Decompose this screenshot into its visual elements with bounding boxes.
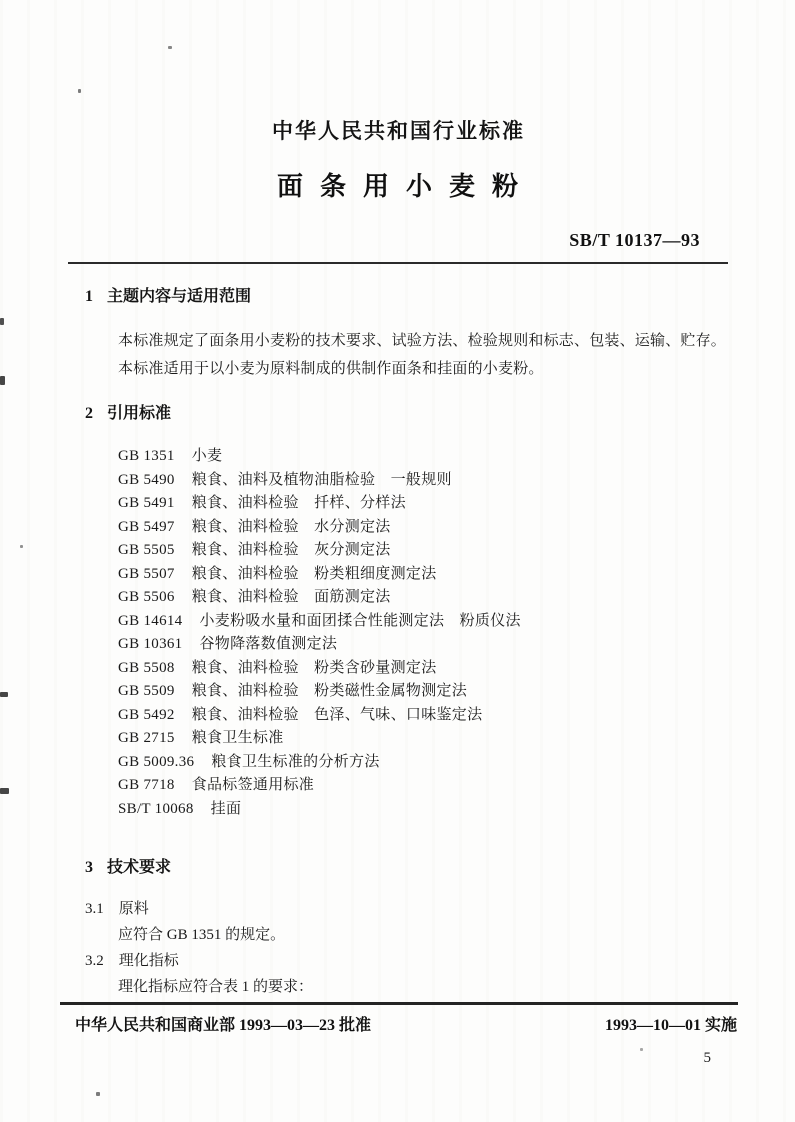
scan-artifact (96, 1092, 100, 1096)
section-title: 主题内容与适用范围 (107, 288, 252, 305)
scan-artifact (0, 788, 9, 794)
scan-artifact (0, 692, 8, 697)
reference-item (118, 704, 795, 728)
reference-item (118, 445, 795, 469)
reference-code: GB 10361 (118, 636, 183, 652)
reference-code: GB 1351 (118, 448, 175, 464)
reference-code: GB 5490 (118, 471, 175, 488)
document-title: 面条用小麦粉 (276, 172, 535, 201)
reference-title: 小麦 (191, 448, 223, 464)
reference-title: 粮食卫生标准 (191, 730, 284, 746)
reference-item (118, 751, 795, 775)
reference-item (118, 680, 795, 704)
reference-code: GB 5491 (118, 495, 175, 511)
subsection-heading (85, 896, 795, 922)
scan-artifact (640, 1048, 643, 1051)
subsection-body: 应符合 GB 1351 的规定。 (118, 927, 286, 943)
reference-title: 谷物降落数值测定法 (199, 636, 338, 652)
section-title: 引用标准 (107, 405, 172, 422)
reference-code: SB/T 10068 (118, 800, 194, 817)
reference-code: GB 5507 (118, 565, 175, 582)
section-number: 3 (85, 859, 93, 876)
reference-code: GB 14614 (118, 612, 183, 629)
reference-item (118, 586, 795, 610)
reference-list (118, 445, 795, 821)
scan-artifact (0, 318, 4, 325)
reference-code: GB 7718 (118, 777, 175, 793)
section-1-heading (85, 287, 795, 307)
reference-title: 粮食、油料检验 水分测定法 (191, 518, 391, 535)
scope-paragraphs (118, 327, 742, 383)
scan-artifact (0, 376, 5, 385)
reference-item (118, 539, 795, 563)
subsection-number: 3.1 (85, 901, 104, 917)
approval-note: 中华人民共和国商业部 1993—03—23 批准 (75, 1017, 372, 1034)
reference-item (118, 563, 795, 587)
reference-title: 小麦粉吸水量和面团揉合性能测定法 粉质仪法 (199, 612, 521, 629)
reference-item (118, 469, 795, 493)
reference-code: GB 5506 (118, 589, 175, 605)
section-number: 1 (85, 288, 93, 305)
reference-code: GB 5009.36 (118, 753, 195, 770)
footer (75, 1016, 737, 1036)
section-number: 2 (85, 405, 93, 422)
scan-artifact (20, 545, 23, 548)
reference-item (118, 798, 795, 822)
scope-paragraph: 本标准适用于以小麦为原料制成的供制作面条和挂面的小麦粉。 (118, 361, 544, 377)
scope-paragraph: 本标准规定了面条用小麦粉的技术要求、试验方法、检验规则和标志、包装、运输、贮存。 (118, 333, 727, 349)
reference-item (118, 492, 795, 516)
reference-title: 粮食、油料及植物油脂检验 一般规则 (191, 471, 452, 488)
section-3-heading (85, 858, 795, 878)
subsection-heading (85, 948, 795, 974)
header-divider (68, 262, 728, 264)
reference-item (118, 633, 795, 657)
reference-item (118, 727, 795, 751)
reference-code: GB 5509 (118, 683, 175, 699)
reference-item (118, 610, 795, 634)
reference-item (118, 774, 795, 798)
section-2-heading (85, 404, 795, 424)
implementation-note: 1993—10—01 实施 (604, 1017, 737, 1034)
subsection-title: 理化指标 (118, 953, 179, 969)
scan-artifact (78, 89, 81, 93)
reference-title: 粮食卫生标准的分析方法 (211, 753, 380, 770)
reference-title: 粮食、油料检验 扦样、分样法 (191, 495, 406, 511)
reference-code: GB 5497 (118, 518, 175, 535)
reference-title: 粮食、油料检验 粉类含砂量测定法 (191, 659, 437, 676)
section-title: 技术要求 (107, 859, 172, 876)
reference-title: 粮食、油料检验 灰分测定法 (191, 542, 391, 558)
standard-number: SB/T 10137—93 (569, 230, 700, 250)
reference-item (118, 516, 795, 540)
reference-code: GB 5508 (118, 659, 175, 676)
footer-divider (60, 1002, 738, 1005)
subsection-body: 理化指标应符合表 1 的要求： (118, 979, 314, 995)
page-number: 5 (703, 1050, 711, 1066)
scan-artifact (168, 46, 172, 49)
standard-category-title: 中华人民共和国行业标准 (272, 119, 525, 143)
reference-code: GB 5492 (118, 706, 175, 723)
reference-code: GB 2715 (118, 730, 175, 746)
reference-title: 食品标签通用标准 (191, 777, 315, 793)
reference-code: GB 5505 (118, 542, 175, 558)
reference-title: 粮食、油料检验 面筋测定法 (191, 589, 391, 605)
reference-title: 粮食、油料检验 粉类粗细度测定法 (191, 565, 437, 582)
reference-title: 挂面 (210, 800, 242, 817)
technical-subsections (85, 896, 795, 1000)
reference-title: 粮食、油料检验 粉类磁性金属物测定法 (191, 683, 468, 699)
reference-item (118, 657, 795, 681)
subsection-number: 3.2 (85, 953, 104, 969)
reference-title: 粮食、油料检验 色泽、气味、口味鉴定法 (191, 706, 483, 723)
subsection-title: 原料 (118, 901, 149, 917)
